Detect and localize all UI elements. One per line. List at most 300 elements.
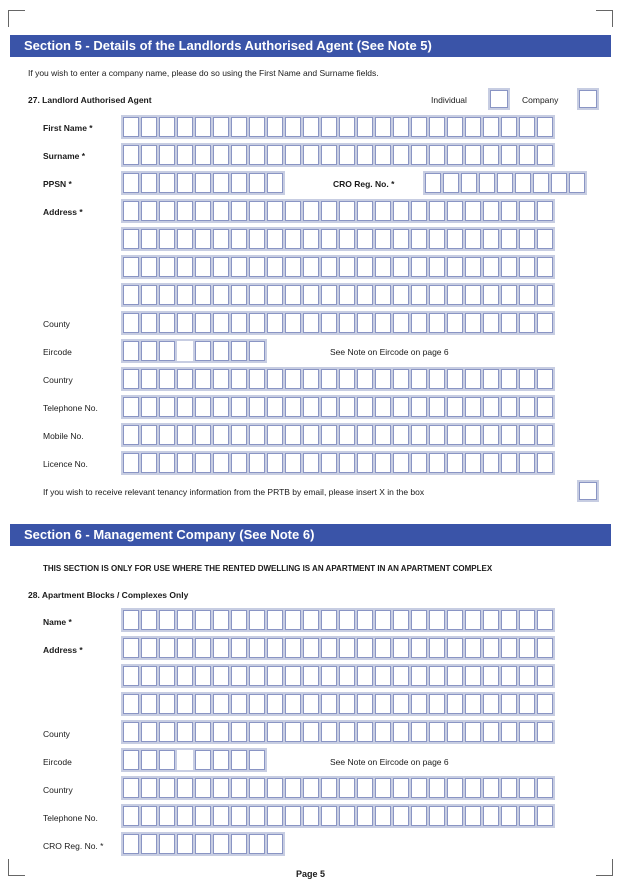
char-box[interactable] <box>393 666 409 686</box>
char-box[interactable] <box>267 285 283 305</box>
char-box[interactable] <box>177 806 193 826</box>
char-box[interactable] <box>393 397 409 417</box>
char-box[interactable] <box>195 285 211 305</box>
char-box[interactable] <box>123 722 139 742</box>
address-line-1[interactable] <box>121 199 555 223</box>
cro-field[interactable] <box>423 171 587 195</box>
char-box[interactable] <box>321 201 337 221</box>
char-box[interactable] <box>339 666 355 686</box>
char-box[interactable] <box>357 201 373 221</box>
char-box[interactable] <box>123 117 139 137</box>
char-box[interactable] <box>519 453 535 473</box>
char-box[interactable] <box>447 778 463 798</box>
char-box[interactable] <box>519 285 535 305</box>
char-box[interactable] <box>267 313 283 333</box>
char-box[interactable] <box>267 425 283 445</box>
char-box[interactable] <box>537 145 553 165</box>
char-box[interactable] <box>303 806 319 826</box>
char-box[interactable] <box>267 453 283 473</box>
char-box[interactable] <box>177 666 193 686</box>
char-box[interactable] <box>357 313 373 333</box>
char-box[interactable] <box>411 722 427 742</box>
char-box[interactable] <box>375 610 391 630</box>
char-box[interactable] <box>519 257 535 277</box>
char-box[interactable] <box>339 425 355 445</box>
char-box[interactable] <box>195 425 211 445</box>
char-box[interactable] <box>195 750 211 770</box>
s6-address-line-3[interactable] <box>121 692 555 716</box>
char-box[interactable] <box>321 397 337 417</box>
char-box[interactable] <box>519 778 535 798</box>
char-box[interactable] <box>447 369 463 389</box>
char-box[interactable] <box>177 425 193 445</box>
char-box[interactable] <box>339 117 355 137</box>
char-box[interactable] <box>141 694 157 714</box>
char-box[interactable] <box>411 397 427 417</box>
char-box[interactable] <box>195 229 211 249</box>
char-box[interactable] <box>159 285 175 305</box>
char-box[interactable] <box>123 201 139 221</box>
char-box[interactable] <box>267 834 283 854</box>
char-box[interactable] <box>285 425 301 445</box>
char-box[interactable] <box>501 201 517 221</box>
char-box[interactable] <box>429 145 445 165</box>
char-box[interactable] <box>429 285 445 305</box>
char-box[interactable] <box>465 201 481 221</box>
char-box[interactable] <box>375 778 391 798</box>
char-box[interactable] <box>303 694 319 714</box>
char-box[interactable] <box>249 834 265 854</box>
char-box[interactable] <box>267 201 283 221</box>
company-checkbox[interactable] <box>577 88 599 110</box>
char-box[interactable] <box>375 666 391 686</box>
char-box[interactable] <box>447 117 463 137</box>
char-box[interactable] <box>393 201 409 221</box>
country-field[interactable] <box>121 367 555 391</box>
char-box[interactable] <box>303 285 319 305</box>
char-box[interactable] <box>465 369 481 389</box>
char-box[interactable] <box>159 229 175 249</box>
char-box[interactable] <box>411 285 427 305</box>
char-box[interactable] <box>177 145 193 165</box>
char-box[interactable] <box>267 806 283 826</box>
char-box[interactable] <box>195 806 211 826</box>
char-box[interactable] <box>195 453 211 473</box>
char-box[interactable] <box>231 834 247 854</box>
char-box[interactable] <box>213 453 229 473</box>
char-box[interactable] <box>177 722 193 742</box>
char-box[interactable] <box>159 453 175 473</box>
char-box[interactable] <box>357 257 373 277</box>
char-box[interactable] <box>537 722 553 742</box>
char-box[interactable] <box>465 806 481 826</box>
char-box[interactable] <box>195 173 211 193</box>
char-box[interactable] <box>501 610 517 630</box>
char-box[interactable] <box>231 229 247 249</box>
char-box[interactable] <box>123 694 139 714</box>
char-box[interactable] <box>321 425 337 445</box>
char-box[interactable] <box>429 453 445 473</box>
char-box[interactable] <box>429 369 445 389</box>
char-box[interactable] <box>141 722 157 742</box>
s6-address-line-1[interactable] <box>121 636 555 660</box>
char-box[interactable] <box>123 229 139 249</box>
char-box[interactable] <box>483 806 499 826</box>
char-box[interactable] <box>177 397 193 417</box>
char-box[interactable] <box>177 778 193 798</box>
char-box[interactable] <box>141 313 157 333</box>
char-box[interactable] <box>483 610 499 630</box>
char-box[interactable] <box>393 229 409 249</box>
char-box[interactable] <box>213 341 229 361</box>
char-box[interactable] <box>483 778 499 798</box>
char-box[interactable] <box>213 369 229 389</box>
char-box[interactable] <box>569 173 585 193</box>
char-box[interactable] <box>195 397 211 417</box>
char-box[interactable] <box>177 285 193 305</box>
char-box[interactable] <box>123 453 139 473</box>
char-box[interactable] <box>195 313 211 333</box>
char-box[interactable] <box>411 778 427 798</box>
char-box[interactable] <box>303 229 319 249</box>
char-box[interactable] <box>213 117 229 137</box>
char-box[interactable] <box>231 201 247 221</box>
char-box[interactable] <box>141 117 157 137</box>
char-box[interactable] <box>285 257 301 277</box>
char-box[interactable] <box>375 806 391 826</box>
char-box[interactable] <box>141 229 157 249</box>
char-box[interactable] <box>537 666 553 686</box>
char-box[interactable] <box>447 313 463 333</box>
char-box[interactable] <box>159 750 175 770</box>
char-box[interactable] <box>339 778 355 798</box>
char-box[interactable] <box>519 722 535 742</box>
char-box[interactable] <box>393 610 409 630</box>
char-box[interactable] <box>249 285 265 305</box>
char-box[interactable] <box>519 117 535 137</box>
char-box[interactable] <box>141 666 157 686</box>
char-box[interactable] <box>249 313 265 333</box>
char-box[interactable] <box>141 806 157 826</box>
char-box[interactable] <box>267 666 283 686</box>
char-box[interactable] <box>213 806 229 826</box>
char-box[interactable] <box>501 145 517 165</box>
char-box[interactable] <box>267 229 283 249</box>
char-box[interactable] <box>375 229 391 249</box>
char-box[interactable] <box>177 694 193 714</box>
char-box[interactable] <box>375 638 391 658</box>
char-box[interactable] <box>501 397 517 417</box>
char-box[interactable] <box>447 806 463 826</box>
char-box[interactable] <box>123 610 139 630</box>
char-box[interactable] <box>411 638 427 658</box>
char-box[interactable] <box>177 834 193 854</box>
char-box[interactable] <box>533 173 549 193</box>
char-box[interactable] <box>213 145 229 165</box>
char-box[interactable] <box>375 425 391 445</box>
char-box[interactable] <box>425 173 441 193</box>
char-box[interactable] <box>519 610 535 630</box>
char-box[interactable] <box>159 173 175 193</box>
char-box[interactable] <box>411 229 427 249</box>
char-box[interactable] <box>285 453 301 473</box>
char-box[interactable] <box>321 610 337 630</box>
char-box[interactable] <box>177 201 193 221</box>
char-box[interactable] <box>537 610 553 630</box>
name-field[interactable] <box>121 608 555 632</box>
char-box[interactable] <box>159 257 175 277</box>
mobile-field[interactable] <box>121 423 555 447</box>
char-box[interactable] <box>321 117 337 137</box>
char-box[interactable] <box>339 145 355 165</box>
char-box[interactable] <box>465 229 481 249</box>
ppsn-field[interactable] <box>121 171 285 195</box>
char-box[interactable] <box>195 722 211 742</box>
char-box[interactable] <box>213 666 229 686</box>
char-box[interactable] <box>429 229 445 249</box>
char-box[interactable] <box>231 750 247 770</box>
char-box[interactable] <box>357 453 373 473</box>
char-box[interactable] <box>429 117 445 137</box>
char-box[interactable] <box>519 694 535 714</box>
char-box[interactable] <box>357 694 373 714</box>
char-box[interactable] <box>447 285 463 305</box>
char-box[interactable] <box>213 397 229 417</box>
char-box[interactable] <box>411 313 427 333</box>
char-box[interactable] <box>177 453 193 473</box>
char-box[interactable] <box>429 257 445 277</box>
char-box[interactable] <box>231 285 247 305</box>
char-box[interactable] <box>537 694 553 714</box>
char-box[interactable] <box>339 201 355 221</box>
char-box[interactable] <box>267 694 283 714</box>
char-box[interactable] <box>515 173 531 193</box>
char-box[interactable] <box>357 638 373 658</box>
char-box[interactable] <box>177 117 193 137</box>
char-box[interactable] <box>537 425 553 445</box>
char-box[interactable] <box>429 397 445 417</box>
char-box[interactable] <box>375 257 391 277</box>
char-box[interactable] <box>177 610 193 630</box>
char-box[interactable] <box>303 638 319 658</box>
char-box[interactable] <box>339 638 355 658</box>
char-box[interactable] <box>501 806 517 826</box>
char-box[interactable] <box>501 369 517 389</box>
char-box[interactable] <box>231 694 247 714</box>
char-box[interactable] <box>321 285 337 305</box>
char-box[interactable] <box>159 425 175 445</box>
char-box[interactable] <box>303 145 319 165</box>
char-box[interactable] <box>447 257 463 277</box>
char-box[interactable] <box>537 806 553 826</box>
individual-checkbox[interactable] <box>488 88 510 110</box>
char-box[interactable] <box>321 229 337 249</box>
char-box[interactable] <box>231 610 247 630</box>
char-box[interactable] <box>123 341 139 361</box>
char-box[interactable] <box>231 722 247 742</box>
char-box[interactable] <box>501 666 517 686</box>
char-box[interactable] <box>339 453 355 473</box>
char-box[interactable] <box>339 285 355 305</box>
char-box[interactable] <box>429 806 445 826</box>
char-box[interactable] <box>429 778 445 798</box>
char-box[interactable] <box>429 666 445 686</box>
char-box[interactable] <box>249 778 265 798</box>
char-box[interactable] <box>159 666 175 686</box>
char-box[interactable] <box>537 229 553 249</box>
char-box[interactable] <box>357 722 373 742</box>
char-box[interactable] <box>357 425 373 445</box>
char-box[interactable] <box>447 145 463 165</box>
char-box[interactable] <box>357 610 373 630</box>
char-box[interactable] <box>411 666 427 686</box>
char-box[interactable] <box>393 369 409 389</box>
char-box[interactable] <box>249 201 265 221</box>
char-box[interactable] <box>357 229 373 249</box>
char-box[interactable] <box>267 638 283 658</box>
s6-telephone-field[interactable] <box>121 804 555 828</box>
char-box[interactable] <box>429 313 445 333</box>
char-box[interactable] <box>357 145 373 165</box>
char-box[interactable] <box>483 145 499 165</box>
char-box[interactable] <box>339 694 355 714</box>
char-box[interactable] <box>303 778 319 798</box>
char-box[interactable] <box>195 638 211 658</box>
char-box[interactable] <box>501 313 517 333</box>
char-box[interactable] <box>501 257 517 277</box>
char-box[interactable] <box>267 369 283 389</box>
char-box[interactable] <box>159 694 175 714</box>
char-box[interactable] <box>375 722 391 742</box>
char-box[interactable] <box>141 750 157 770</box>
char-box[interactable] <box>285 694 301 714</box>
char-box[interactable] <box>479 173 495 193</box>
char-box[interactable] <box>123 806 139 826</box>
char-box[interactable] <box>537 778 553 798</box>
char-box[interactable] <box>357 117 373 137</box>
char-box[interactable] <box>159 145 175 165</box>
char-box[interactable] <box>357 285 373 305</box>
char-box[interactable] <box>141 778 157 798</box>
char-box[interactable] <box>483 638 499 658</box>
char-box[interactable] <box>141 285 157 305</box>
char-box[interactable] <box>519 229 535 249</box>
char-box[interactable] <box>195 666 211 686</box>
char-box[interactable] <box>321 666 337 686</box>
char-box[interactable] <box>411 425 427 445</box>
char-box[interactable] <box>465 694 481 714</box>
char-box[interactable] <box>465 610 481 630</box>
char-box[interactable] <box>429 694 445 714</box>
char-box[interactable] <box>501 638 517 658</box>
char-box[interactable] <box>375 117 391 137</box>
char-box[interactable] <box>357 806 373 826</box>
char-box[interactable] <box>339 397 355 417</box>
char-box[interactable] <box>519 638 535 658</box>
char-box[interactable] <box>123 750 139 770</box>
char-box[interactable] <box>501 778 517 798</box>
char-box[interactable] <box>375 145 391 165</box>
char-box[interactable] <box>231 341 247 361</box>
s6-country-field[interactable] <box>121 776 555 800</box>
s6-county-field[interactable] <box>121 720 555 744</box>
char-box[interactable] <box>231 397 247 417</box>
char-box[interactable] <box>447 201 463 221</box>
char-box[interactable] <box>483 666 499 686</box>
char-box[interactable] <box>465 257 481 277</box>
char-box[interactable] <box>249 666 265 686</box>
char-box[interactable] <box>447 666 463 686</box>
char-box[interactable] <box>303 369 319 389</box>
char-box[interactable] <box>249 610 265 630</box>
char-box[interactable] <box>393 425 409 445</box>
char-box[interactable] <box>447 425 463 445</box>
char-box[interactable] <box>123 173 139 193</box>
char-box[interactable] <box>447 229 463 249</box>
char-box[interactable] <box>159 369 175 389</box>
char-box[interactable] <box>249 369 265 389</box>
char-box[interactable] <box>465 453 481 473</box>
char-box[interactable] <box>537 369 553 389</box>
char-box[interactable] <box>375 694 391 714</box>
char-box[interactable] <box>393 117 409 137</box>
char-box[interactable] <box>375 369 391 389</box>
char-box[interactable] <box>123 834 139 854</box>
char-box[interactable] <box>303 666 319 686</box>
char-box[interactable] <box>123 369 139 389</box>
char-box[interactable] <box>537 201 553 221</box>
char-box[interactable] <box>483 313 499 333</box>
char-box[interactable] <box>321 638 337 658</box>
char-box[interactable] <box>285 117 301 137</box>
char-box[interactable] <box>231 425 247 445</box>
char-box[interactable] <box>483 117 499 137</box>
char-box[interactable] <box>249 397 265 417</box>
char-box[interactable] <box>249 750 265 770</box>
char-box[interactable] <box>141 610 157 630</box>
char-box[interactable] <box>393 806 409 826</box>
telephone-field[interactable] <box>121 395 555 419</box>
char-box[interactable] <box>411 201 427 221</box>
char-box[interactable] <box>537 117 553 137</box>
char-box[interactable] <box>375 201 391 221</box>
char-box[interactable] <box>249 257 265 277</box>
char-box[interactable] <box>249 173 265 193</box>
char-box[interactable] <box>231 638 247 658</box>
char-box[interactable] <box>267 722 283 742</box>
char-box[interactable] <box>393 145 409 165</box>
char-box[interactable] <box>429 638 445 658</box>
char-box[interactable] <box>303 722 319 742</box>
char-box[interactable] <box>429 201 445 221</box>
address-line-4[interactable] <box>121 283 555 307</box>
char-box[interactable] <box>267 173 283 193</box>
char-box[interactable] <box>447 722 463 742</box>
char-box[interactable] <box>321 369 337 389</box>
char-box[interactable] <box>339 722 355 742</box>
char-box[interactable] <box>249 453 265 473</box>
char-box[interactable] <box>465 722 481 742</box>
char-box[interactable] <box>393 313 409 333</box>
char-box[interactable] <box>483 722 499 742</box>
char-box[interactable] <box>213 778 229 798</box>
char-box[interactable] <box>393 778 409 798</box>
char-box[interactable] <box>213 834 229 854</box>
char-box[interactable] <box>501 229 517 249</box>
char-box[interactable] <box>231 369 247 389</box>
char-box[interactable] <box>447 397 463 417</box>
char-box[interactable] <box>285 285 301 305</box>
